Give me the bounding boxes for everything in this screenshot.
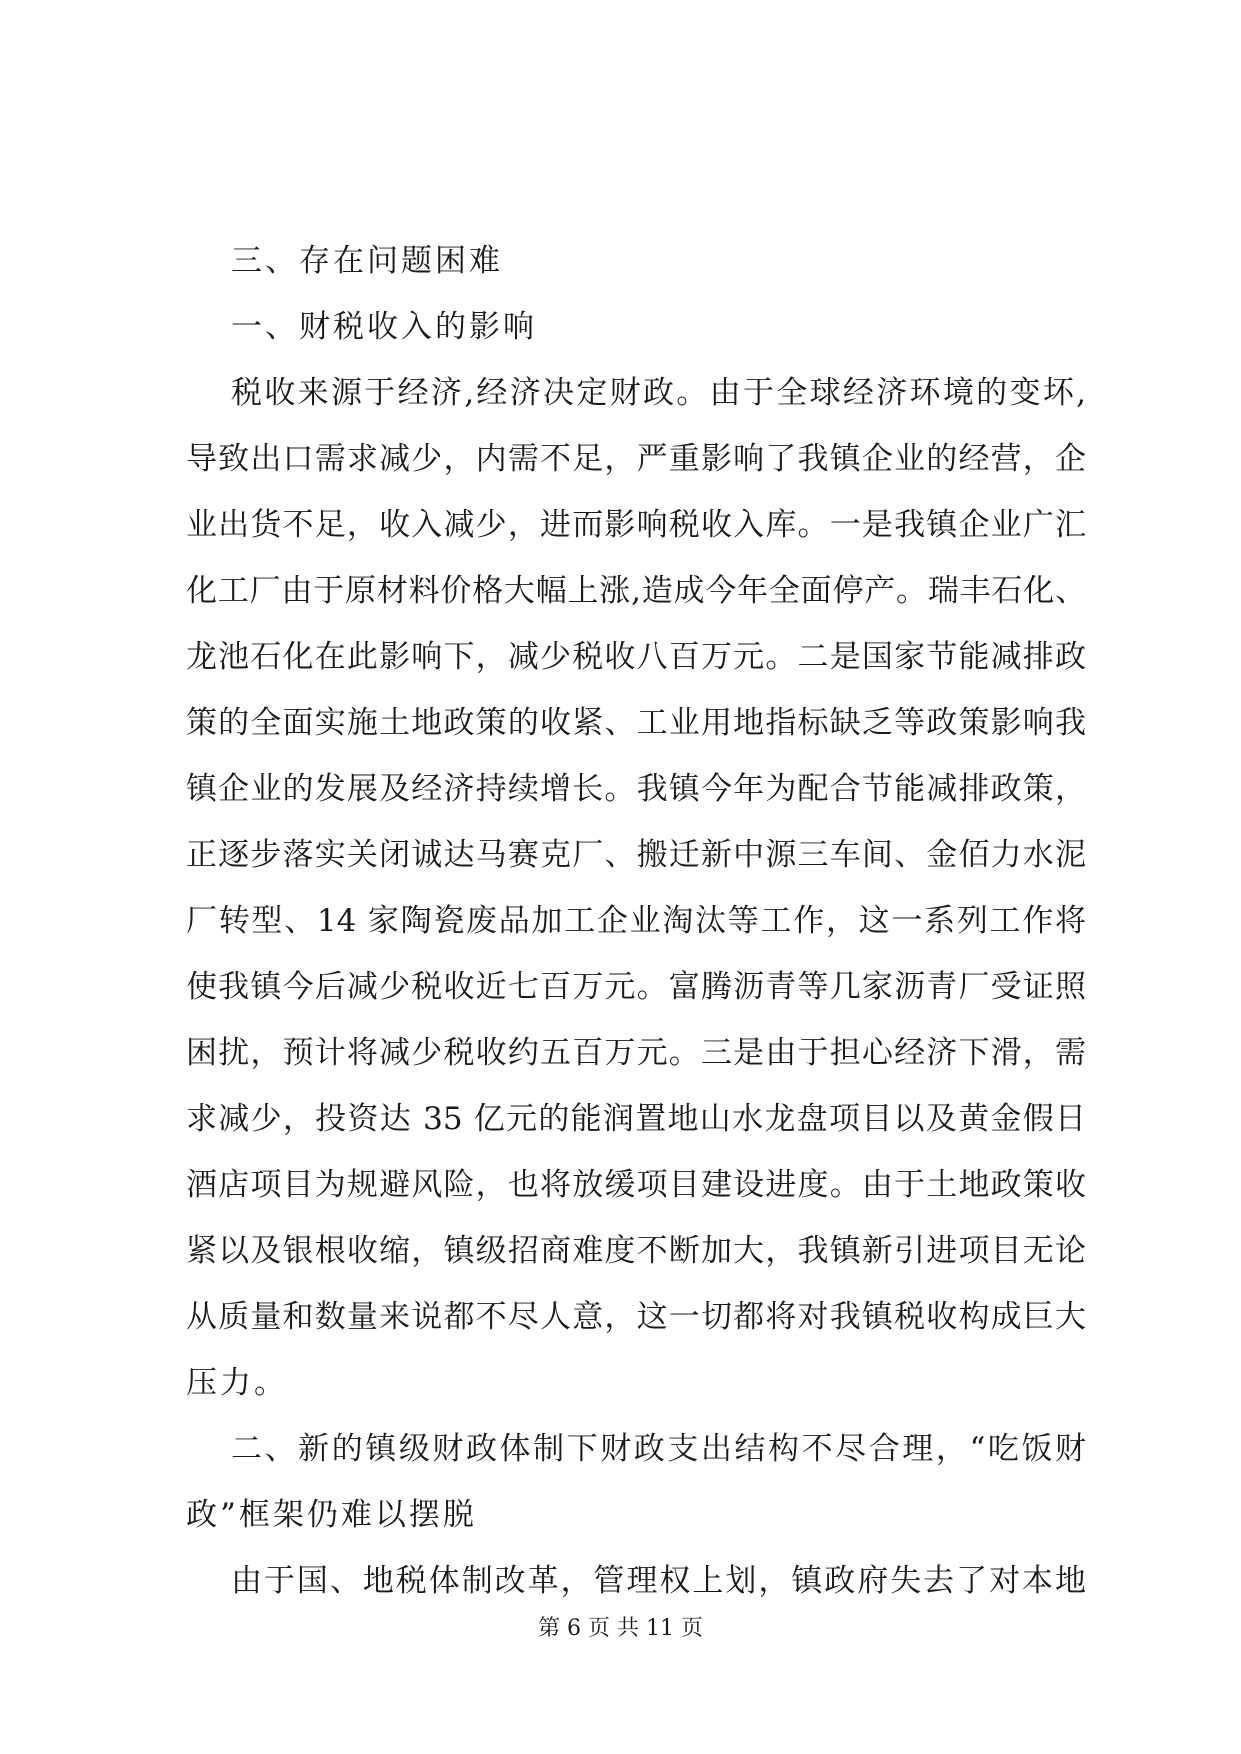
paragraph-line: 化工厂由于原材料价格大幅上涨,造成今年全面停产。瑞丰石化、 xyxy=(186,573,1086,609)
paragraph-line: 压力。 xyxy=(186,1365,288,1401)
paragraph-line: 困扰，预计将减少税收约五百万元。三是由于担心经济下滑，需 xyxy=(186,1035,1086,1071)
paragraph-line: 导致出口需求减少，内需不足，严重影响了我镇企业的经营，企 xyxy=(186,441,1086,477)
paragraph-line: 酒店项目为规避风险，也将放缓项目建设进度。由于土地政策收 xyxy=(186,1167,1086,1203)
paragraph-line: 厂转型、14 家陶瓷废品加工企业淘汰等工作，这一系列工作将 xyxy=(186,903,1086,939)
paragraph-line: 由于国、地税体制改革，管理权上划，镇政府失去了对本地 xyxy=(231,1563,1086,1599)
subsection-heading: 二、新的镇级财政体制下财政支出结构不尽合理，“吃饭财 xyxy=(231,1431,1086,1467)
page-number: 第 6 页 共 11 页 xyxy=(538,1616,703,1641)
paragraph-line: 从质量和数量来说都不尽人意，这一切都将对我镇税收构成巨大 xyxy=(186,1299,1086,1335)
section-heading: 三、存在问题困难 xyxy=(231,243,503,279)
paragraph-line: 税收来源于经济,经济决定财政。由于全球经济环境的变坏, xyxy=(231,375,1086,411)
paragraph-line: 业出货不足，收入减少，进而影响税收入库。一是我镇企业广汇 xyxy=(186,507,1086,543)
subsection-heading: 政”框架仍难以摆脱 xyxy=(186,1497,477,1533)
document-body xyxy=(186,228,1086,1614)
paragraph-line: 紧以及银根收缩，镇级招商难度不断加大，我镇新引进项目无论 xyxy=(186,1233,1086,1269)
paragraph-line: 求减少，投资达 35 亿元的能润置地山水龙盘项目以及黄金假日 xyxy=(186,1101,1086,1137)
subsection-heading: 一、财税收入的影响 xyxy=(231,309,537,345)
paragraph-line: 使我镇今后减少税收近七百万元。富腾沥青等几家沥青厂受证照 xyxy=(186,969,1086,1005)
paragraph-line: 正逐步落实关闭诚达马赛克厂、搬迁新中源三车间、金佰力水泥 xyxy=(186,837,1086,873)
paragraph-line: 策的全面实施土地政策的收紧、工业用地指标缺乏等政策影响我 xyxy=(186,705,1086,741)
paragraph-line: 镇企业的发展及经济持续增长。我镇今年为配合节能减排政策， xyxy=(186,771,1086,807)
paragraph-line: 龙池石化在此影响下，减少税收八百万元。二是国家节能减排政 xyxy=(186,639,1086,675)
